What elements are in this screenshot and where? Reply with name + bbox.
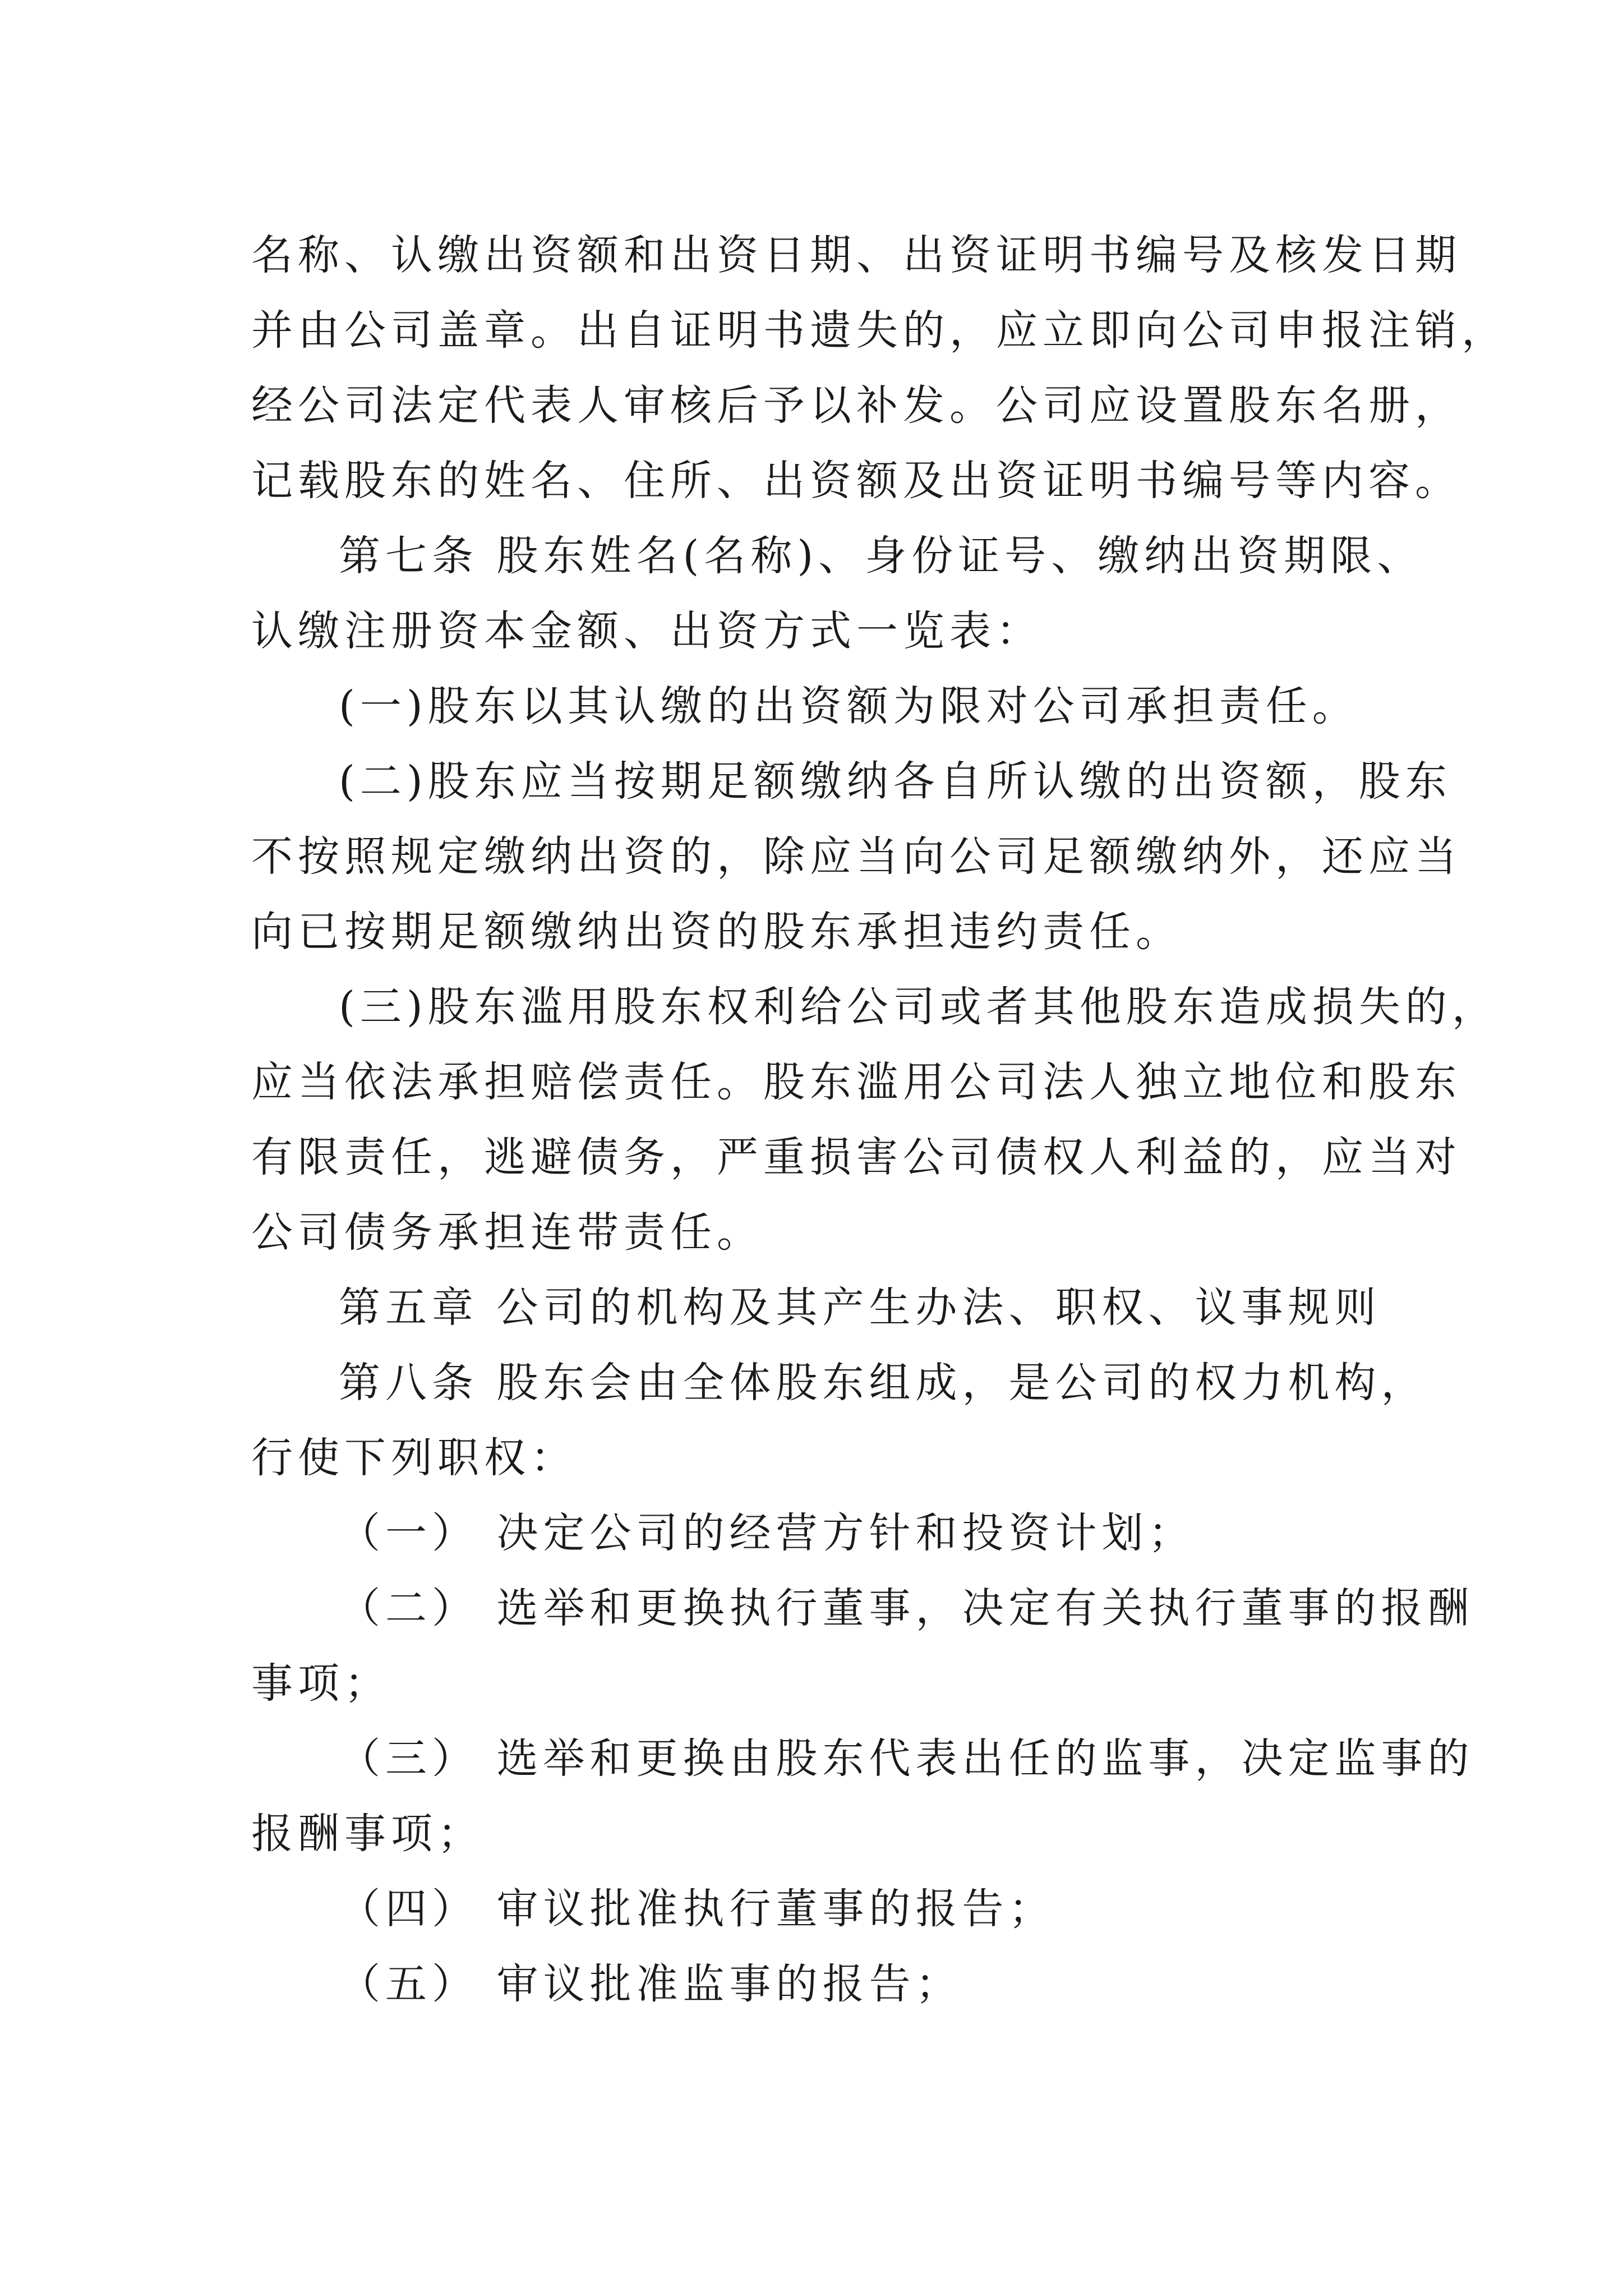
power-item-1: （一） 决定公司的经营方针和投资计划； (339, 1509, 1195, 1557)
power-item-2: （二） 选举和更换执行董事，决定有关执行董事的报酬 (339, 1584, 1474, 1632)
text-line: 事项； (251, 1659, 391, 1708)
text-line: 经公司法定代表人审核后予以补发。公司应设置股东名册， (251, 381, 1461, 430)
clause-2: (二)股东应当按期足额缴纳各自所认缴的出资额，股东 (339, 757, 1452, 806)
text-line: 并由公司盖章。出自证明书遗失的，应立即向公司申报注销， (251, 306, 1508, 355)
text-line: 向已按期足额缴纳出资的股东承担违约责任。 (251, 908, 1182, 956)
text-line: 记载股东的姓名、住所、出资额及出资证明书编号等内容。 (251, 457, 1461, 505)
text-line: 有限责任，逃避债务，严重损害公司债权人利益的，应当对 (251, 1133, 1461, 1181)
power-item-4: （四） 审议批准执行董事的报告； (339, 1885, 1055, 1933)
power-item-5: （五） 审议批准监事的报告； (339, 1960, 962, 2008)
clause-1: (一)股东以其认缴的出资额为限对公司承担责任。 (339, 682, 1359, 730)
text-line: 行使下列职权： (251, 1434, 577, 1482)
article-8-heading: 第八条 股东会由全体股东组成，是公司的权力机构， (339, 1359, 1428, 1407)
text-line: 公司债务承担连带责任。 (251, 1208, 763, 1257)
text-line: 认缴注册资本金额、出资方式一览表： (251, 607, 1043, 655)
power-item-3: （三） 选举和更换由股东代表出任的监事，决定监事的 (339, 1734, 1474, 1783)
text-line: 不按照规定缴纳出资的，除应当向公司足额缴纳外，还应当 (251, 832, 1461, 881)
clause-3: (三)股东滥用股东权利给公司或者其他股东造成损失的， (339, 983, 1498, 1031)
text-line: 报酬事项； (251, 1810, 484, 1858)
text-line: 应当依法承担赔偿责任。股东滥用公司法人独立地位和股东 (251, 1058, 1461, 1106)
chapter-5-heading: 第五章 公司的机构及其产生办法、职权、议事规则 (339, 1283, 1381, 1332)
text-line: 名称、认缴出资额和出资日期、出资证明书编号及核发日期 (251, 231, 1461, 279)
article-7-heading: 第七条 股东姓名(名称)、身份证号、缴纳出资期限、 (339, 532, 1424, 580)
document-body (251, 218, 1508, 2022)
